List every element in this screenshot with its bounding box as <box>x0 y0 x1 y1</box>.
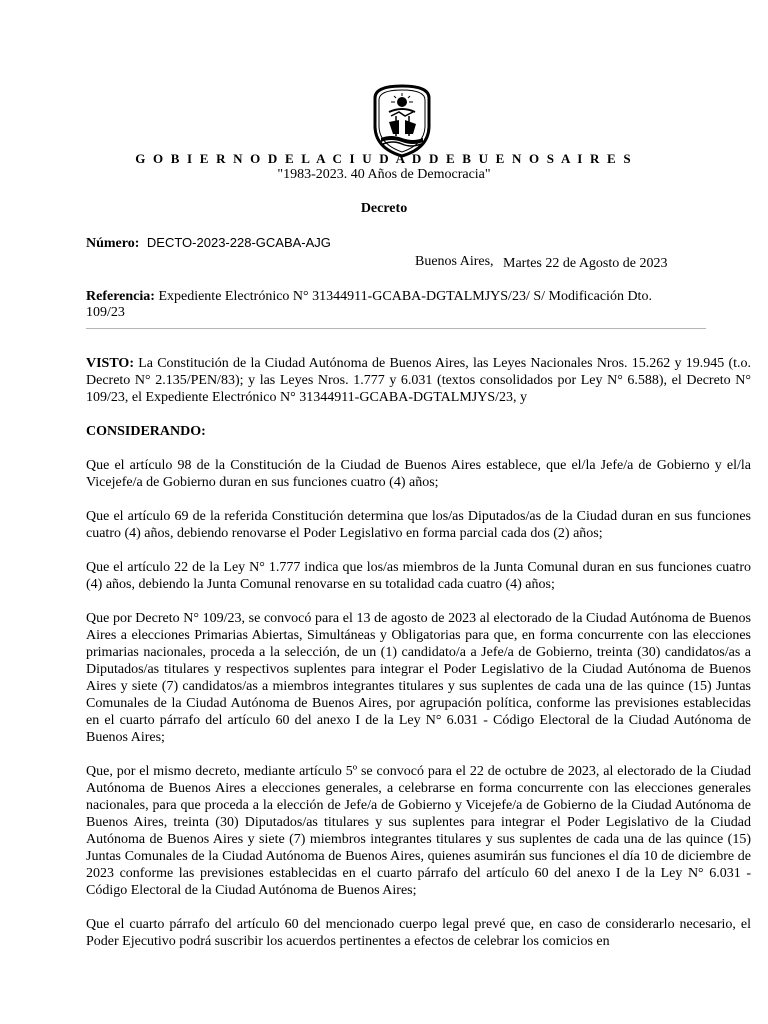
visto-label: VISTO: <box>86 356 134 371</box>
number-label: Número: <box>86 236 140 251</box>
considerando-paragraph: Que el artículo 69 de la referida Constitución determina que los/as Diputados/as de la Ciudad duran en sus funciones cuatro (4) años, debiendo renovarse el Poder Legislativo en forma parcial cada dos (2) años; <box>86 509 751 541</box>
document-number <box>86 235 331 252</box>
visto-text: La Constitución de la Ciudad Autónoma de Buenos Aires, las Leyes Nacionales Nros. 15.262 y 19.945 (t.o. Decreto N° 2.135/PEN/83); y las Leyes Nros. 1.777 y 6.031 (textos consolidados por Ley N° 6.588), el Decreto N° 109/23, el Expediente Electrónico N° 31344911-GCABA-DGTALMJYS/23, y <box>86 356 752 405</box>
considerando-paragraph: Que el cuarto párrafo del artículo 60 del mencionado cuerpo legal prevé que, en caso de considerarlo necesario, el Poder Ejecutivo podrá suscribir los acuerdos pertinentes a efectos de celebrar los comicios en <box>86 917 751 949</box>
document-type: Decreto <box>360 201 408 216</box>
reference <box>86 289 686 321</box>
number-value: DECTO-2023-228-GCABA-AJG <box>146 235 331 250</box>
reference-label: Referencia: <box>86 289 155 304</box>
considerando-paragraph: Que, por el mismo decreto, mediante artículo 5º se convocó para el 22 de octubre de 2023, al electorado de la Ciudad Autónoma de Buenos Aires a elecciones generales, a celebrarse en forma concurrente con las elecciones generales nacionales, para que proceda a la elección de Jefe/a de Gobierno y Vicejefe/a de Gobierno de la Ciudad Autónoma de Buenos Aires, treinta (30) Diputados/as titulares y sus suplentes para integrar el Poder Legislativo de la Ciudad Autónoma de Buenos Aires y siete (7) miembros integrantes titulares y sus suplentes de cada una de las quince (15) Juntas Comunales de la Ciudad Autónoma de Buenos Aires, quienes asumirán sus funciones el día 10 de diciembre de 2023 conforme las previsiones establecidas en el cuarto párrafo del artículo 60 del anexo I de la Ley N° 6.031 - Código Electoral de la Ciudad Autónoma de Buenos Aires; <box>86 764 751 898</box>
place: Buenos Aires, <box>415 254 494 269</box>
considerando-paragraph: Que el artículo 98 de la Constitución de la Ciudad de Buenos Aires establece, que el/la Jefe/a de Gobierno y el/la Vicejefe/a de Gobierno duran en sus funciones cuatro (4) años; <box>86 458 751 490</box>
considerando-heading: CONSIDERANDO: <box>86 424 206 439</box>
considerando-paragraph: Que el artículo 22 de la Ley N° 1.777 indica que los/as miembros de la Junta Comunal duran en sus funciones cuatro (4) años, debiendo la Junta Comunal renovarse en su totalidad cada cuatro (4) años; <box>86 560 751 592</box>
considerando-paragraph: Que por Decreto N° 109/23, se convocó para el 13 de agosto de 2023 al electorado de la Ciudad Autónoma de Buenos Aires a elecciones Primarias Abiertas, Simultáneas y Obligatorias para que, en forma concurrente con las elecciones primarias nacionales, proceda a la selección, de un (1) candidato/a a Jefe/a de Gobierno, treinta (30) candidatos/as a Diputados/as titulares y respectivos suplentes para integrar el Poder Legislativo de la Ciudad Autónoma de Buenos Aires y siete (7) candidatos/as a miembros integrantes titulares y sus suplentes de cada una de las quince (15) Juntas Comunales de la Ciudad Autónoma de Buenos Aires, por agrupación política, conforme las previsiones establecidas en el cuarto párrafo del artículo 60 del anexo I de la Ley N° 6.031 - Código Electoral de la Ciudad Autónoma de Buenos Aires; <box>86 611 751 745</box>
reference-value: Expediente Electrónico N° 31344911-GCABA-DGTALMJYS/23/ S/ Modificación Dto. 109/23 <box>86 289 652 320</box>
document-body <box>86 355 751 967</box>
government-title: G O B I E R N O D E L A C I U D A D D E B U E N O S A I R E S <box>135 151 633 166</box>
city-coat-of-arms-icon <box>369 82 435 158</box>
motto: "1983-2023. 40 Años de Democracia" <box>277 167 491 182</box>
date: Martes 22 de Agosto de 2023 <box>503 256 668 271</box>
visto-paragraph <box>86 355 751 406</box>
divider <box>86 328 706 329</box>
